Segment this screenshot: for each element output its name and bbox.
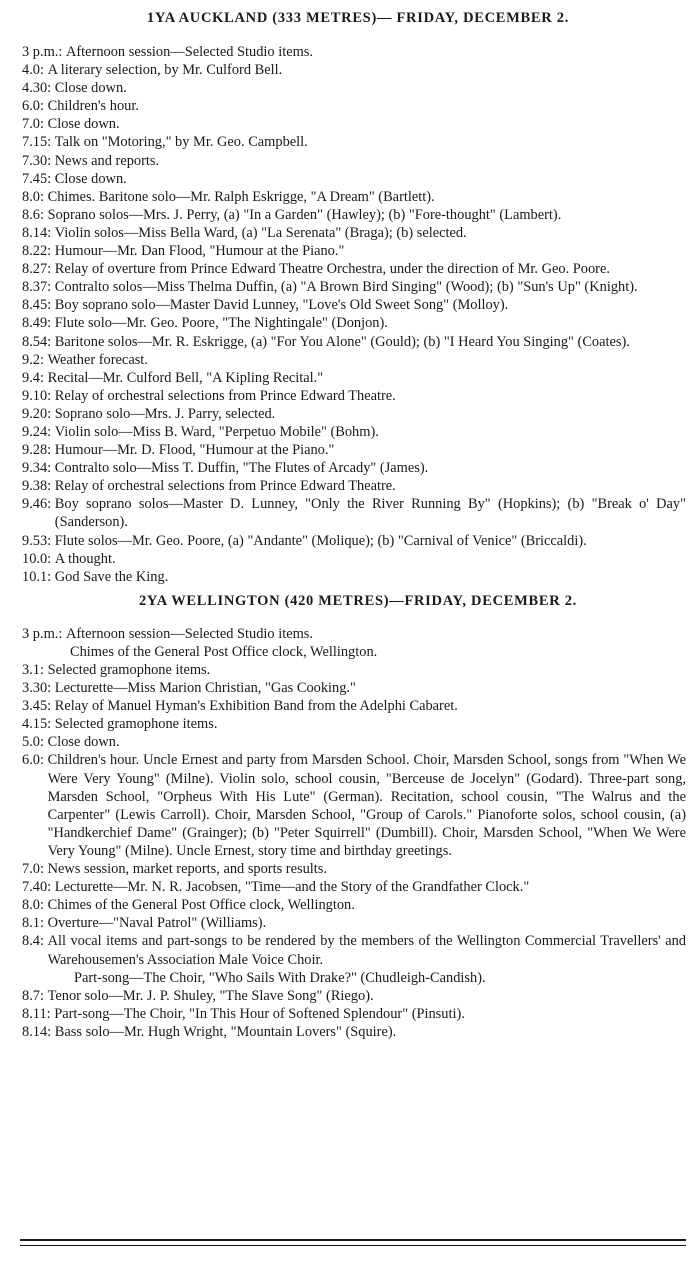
item-text: Relay of orchestral selections from Prince Edward Theatre. bbox=[54, 478, 396, 495]
item-time: 7.0: bbox=[22, 116, 48, 133]
programme-item bbox=[22, 387, 686, 405]
programme-item bbox=[22, 860, 686, 878]
item-text: Humour—Mr. Dan Flood, "Humour at the Piano." bbox=[54, 243, 345, 260]
programme-item bbox=[22, 878, 686, 896]
item-text: Violin solos—Miss Bella Ward, (a) "La Serenata" (Braga); (b) selected. bbox=[54, 224, 467, 241]
programme-item bbox=[22, 459, 686, 477]
item-text: Flute solo—Mr. Geo. Poore, "The Nightingale" (Donjon). bbox=[54, 315, 388, 332]
item-time: 9.10: bbox=[22, 387, 55, 404]
item-time: 7.30: bbox=[22, 152, 55, 169]
programme-item bbox=[22, 369, 686, 387]
programme-item bbox=[22, 495, 686, 531]
item-time: 10.1: bbox=[22, 568, 55, 585]
item-text: A thought. bbox=[54, 550, 116, 567]
programme-item bbox=[22, 296, 686, 314]
programme-item bbox=[22, 351, 686, 369]
item-time: 8.0: bbox=[22, 897, 48, 914]
item-text: Selected gramophone items. bbox=[47, 662, 211, 678]
item-time: 3.30: bbox=[22, 680, 55, 697]
programme-item bbox=[22, 133, 686, 151]
item-text: Chimes of the General Post Office clock, Wellington. bbox=[47, 897, 355, 914]
item-time: 9.4: bbox=[22, 369, 48, 386]
item-time: 6.0: bbox=[22, 752, 48, 769]
item-text: Overture—"Naval Patrol" (Williams). bbox=[47, 915, 267, 932]
programme-item bbox=[22, 314, 686, 332]
item-time: 3 p.m.: bbox=[22, 625, 66, 642]
item-time: 8.54: bbox=[22, 333, 55, 350]
programme-item bbox=[22, 568, 686, 586]
programme-item bbox=[22, 79, 686, 97]
programme-item bbox=[22, 751, 686, 860]
programme-item bbox=[22, 206, 686, 224]
programme-item bbox=[22, 715, 686, 733]
programme-item bbox=[22, 661, 686, 679]
programme-item bbox=[22, 679, 686, 697]
item-text: News session, market reports, and sports results. bbox=[47, 861, 327, 878]
item-text: Part-song—The Choir, "Who Sails With Drake?" (Chudleigh-Candish). bbox=[74, 969, 486, 986]
section-heading: 1YA AUCKLAND (333 METRES)— FRIDAY, DECEMBER 2. bbox=[146, 10, 570, 26]
item-text: Children's hour. bbox=[47, 98, 139, 115]
programme-item bbox=[22, 477, 686, 495]
item-time: 9.28: bbox=[22, 442, 55, 459]
item-time: 9.2: bbox=[22, 351, 48, 368]
programme-item bbox=[22, 405, 686, 423]
item-time: 9.46: bbox=[22, 496, 55, 513]
programme-item bbox=[22, 423, 686, 441]
programme-item bbox=[22, 152, 686, 170]
item-time: 8.27: bbox=[22, 261, 55, 278]
item-time: 9.24: bbox=[22, 423, 55, 440]
item-time: 8.49: bbox=[22, 315, 55, 332]
item-text: God Save the King. bbox=[54, 568, 169, 585]
item-text: Baritone solos—Mr. R. Eskrigge, (a) "For You Alone" (Gould); (b) "I Heard You Singing" (Coates). bbox=[54, 333, 630, 350]
bottom-rule bbox=[20, 1239, 686, 1241]
programme-item bbox=[22, 97, 686, 115]
item-time: 8.45: bbox=[22, 297, 55, 314]
item-time: 9.53: bbox=[22, 532, 55, 549]
programme-item bbox=[22, 625, 686, 643]
programme-item bbox=[22, 278, 686, 296]
item-time: 8.7: bbox=[22, 987, 48, 1004]
item-text: Part-song—The Choir, "In This Hour of Softened Splendour" (Pinsuti). bbox=[54, 1005, 465, 1022]
item-text: Close down. bbox=[54, 80, 127, 97]
item-time: 7.40: bbox=[22, 879, 55, 896]
item-text: Weather forecast. bbox=[47, 351, 148, 368]
item-text: Bass solo—Mr. Hugh Wright, "Mountain Lovers" (Squire). bbox=[54, 1023, 397, 1040]
item-time: 8.11: bbox=[22, 1005, 55, 1022]
item-time: 7.15: bbox=[22, 134, 55, 151]
programme-list bbox=[22, 43, 686, 586]
item-time: 8.6: bbox=[22, 206, 48, 223]
programme-item bbox=[22, 733, 686, 751]
item-text: Boy soprano solos—Master D. Lunney, "Only the River Running By" (Hopkins); (b) "Break o' Day" (Sanderson). bbox=[54, 496, 686, 531]
item-text: Contralto solos—Miss Thelma Duffin, (a) "A Brown Bird Singing" (Wood); (b) "Sun's Up" (Knight). bbox=[54, 279, 638, 296]
programme-item bbox=[22, 224, 686, 242]
item-text: Lecturette—Mr. N. R. Jacobsen, "Time—and the Story of the Grandfather Clock." bbox=[54, 879, 530, 896]
item-text: Tenor solo—Mr. J. P. Shuley, "The Slave Song" (Riego). bbox=[47, 987, 374, 1004]
programme-item bbox=[22, 242, 686, 260]
programme-item bbox=[22, 550, 686, 568]
programme-item bbox=[22, 43, 686, 61]
programme-item bbox=[22, 1023, 686, 1041]
programme-item bbox=[22, 333, 686, 351]
item-time: 9.20: bbox=[22, 405, 55, 422]
item-text: News and reports. bbox=[54, 152, 160, 169]
item-text: Afternoon session—Selected Studio items. bbox=[65, 625, 313, 642]
item-time: 9.34: bbox=[22, 460, 55, 477]
item-text: Chimes. Baritone solo—Mr. Ralph Eskrigge, "A Dream" (Bartlett). bbox=[47, 188, 435, 205]
item-text: Flute solos—Mr. Geo. Poore, (a) "Andante" (Molique); (b) "Carnival of Venice" (Briccaldi). bbox=[54, 532, 587, 549]
item-time: 7.0: bbox=[22, 861, 48, 878]
item-text: Recital—Mr. Culford Bell, "A Kipling Recital." bbox=[47, 369, 324, 386]
item-time: 8.1: bbox=[22, 915, 48, 932]
item-time: 10.0: bbox=[22, 550, 55, 567]
programme-item bbox=[22, 896, 686, 914]
item-time: 8.4: bbox=[22, 933, 48, 950]
programme-item bbox=[22, 697, 686, 715]
section-1ya-auckland bbox=[0, 0, 700, 586]
programme-item bbox=[22, 932, 686, 968]
item-time: 6.0: bbox=[22, 98, 48, 115]
item-text: Close down. bbox=[47, 116, 120, 133]
item-time: 8.0: bbox=[22, 188, 48, 205]
programme-item bbox=[22, 532, 686, 550]
programme-item bbox=[22, 969, 686, 987]
item-time: 3.1: bbox=[22, 662, 48, 678]
item-time: 8.22: bbox=[22, 243, 55, 260]
item-text: Violin solo—Miss B. Ward, "Perpetuo Mobile" (Bohm). bbox=[54, 423, 379, 440]
item-time: 4.15: bbox=[22, 716, 55, 733]
item-time: 4.30: bbox=[22, 80, 55, 97]
item-text: Relay of Manuel Hyman's Exhibition Band from the Adelphi Cabaret. bbox=[54, 698, 458, 715]
item-text: Relay of orchestral selections from Prince Edward Theatre. bbox=[54, 387, 396, 404]
item-time: 8.14: bbox=[22, 224, 55, 241]
item-text: Afternoon session—Selected Studio items. bbox=[65, 44, 313, 60]
bottom-rule-thin bbox=[20, 1245, 686, 1246]
item-text: Chimes of the General Post Office clock, Wellington. bbox=[70, 643, 378, 660]
item-text: Contralto solo—Miss T. Duffin, "The Flutes of Arcady" (James). bbox=[54, 460, 429, 477]
item-text: Close down. bbox=[47, 734, 120, 751]
item-time: 4.0: bbox=[22, 62, 48, 79]
item-time: 3.45: bbox=[22, 698, 55, 715]
item-text: Soprano solo—Mrs. J. Parry, selected. bbox=[54, 405, 276, 422]
programme-item bbox=[22, 188, 686, 206]
section-heading: 2YA WELLINGTON (420 METRES)—FRIDAY, DECEMBER 2. bbox=[138, 592, 578, 609]
programme-item bbox=[22, 260, 686, 278]
programme-item bbox=[22, 115, 686, 133]
item-text: Relay of overture from Prince Edward Theatre Orchestra, under the direction of Mr. Geo. Poore. bbox=[54, 261, 610, 278]
item-text: Close down. bbox=[54, 170, 127, 187]
programme-item bbox=[22, 987, 686, 1005]
item-text: Humour—Mr. D. Flood, "Humour at the Piano." bbox=[54, 442, 335, 459]
programme-item bbox=[22, 441, 686, 459]
item-time: 5.0: bbox=[22, 734, 48, 751]
programme-item bbox=[22, 914, 686, 932]
programme-item bbox=[22, 1005, 686, 1023]
item-time: 7.45: bbox=[22, 170, 55, 187]
item-text: Children's hour. Uncle Ernest and party from Marsden School. Choir, Marsden School, songs from "When We Were Very Young" (Milne). Violin solo, school cousin, "Berceuse de Jocelyn" (Godard). Three-part song, Marsden School, "Orpheus With His Lute" (German). Recitation, school cousin, "The Walrus and the Carpenter" (Lewis Carroll). Choir, Marsden School, "Group of Carols." Pianoforte solos, school cousin, (a) "Handkerchief Dame" (Grainger); (b) "Peter Squirrell" (Dumbill). Choir, Marsden School, "When We Were Very Young" (Milne). Uncle Ernest, story time and birthday greetings. bbox=[47, 752, 686, 859]
item-time: 9.38: bbox=[22, 478, 55, 495]
item-text: All vocal items and part-songs to be rendered by the members of the Wellington Commercial Travellers' and Warehousemen's Association Male Voice Choir. bbox=[47, 933, 686, 968]
item-time: 3 p.m.: bbox=[22, 44, 66, 60]
item-text: Lecturette—Miss Marion Christian, "Gas Cooking." bbox=[54, 680, 356, 697]
programme-list bbox=[22, 625, 686, 1041]
item-text: Boy soprano solo—Master David Lunney, "Love's Old Sweet Song" (Molloy). bbox=[54, 297, 509, 314]
section-2ya-wellington bbox=[0, 592, 700, 1041]
programme-item bbox=[22, 61, 686, 79]
programme-item bbox=[22, 643, 686, 661]
item-text: A literary selection, by Mr. Culford Bell. bbox=[47, 62, 283, 79]
item-time: 8.14: bbox=[22, 1023, 55, 1040]
item-text: Soprano solos—Mrs. J. Perry, (a) "In a Garden" (Hawley); (b) "Fore-thought" (Lambert). bbox=[47, 206, 562, 223]
programme-item bbox=[22, 170, 686, 188]
item-time: 8.37: bbox=[22, 279, 55, 296]
item-text: Selected gramophone items. bbox=[54, 716, 218, 733]
item-text: Talk on "Motoring," by Mr. Geo. Campbell. bbox=[54, 134, 308, 151]
